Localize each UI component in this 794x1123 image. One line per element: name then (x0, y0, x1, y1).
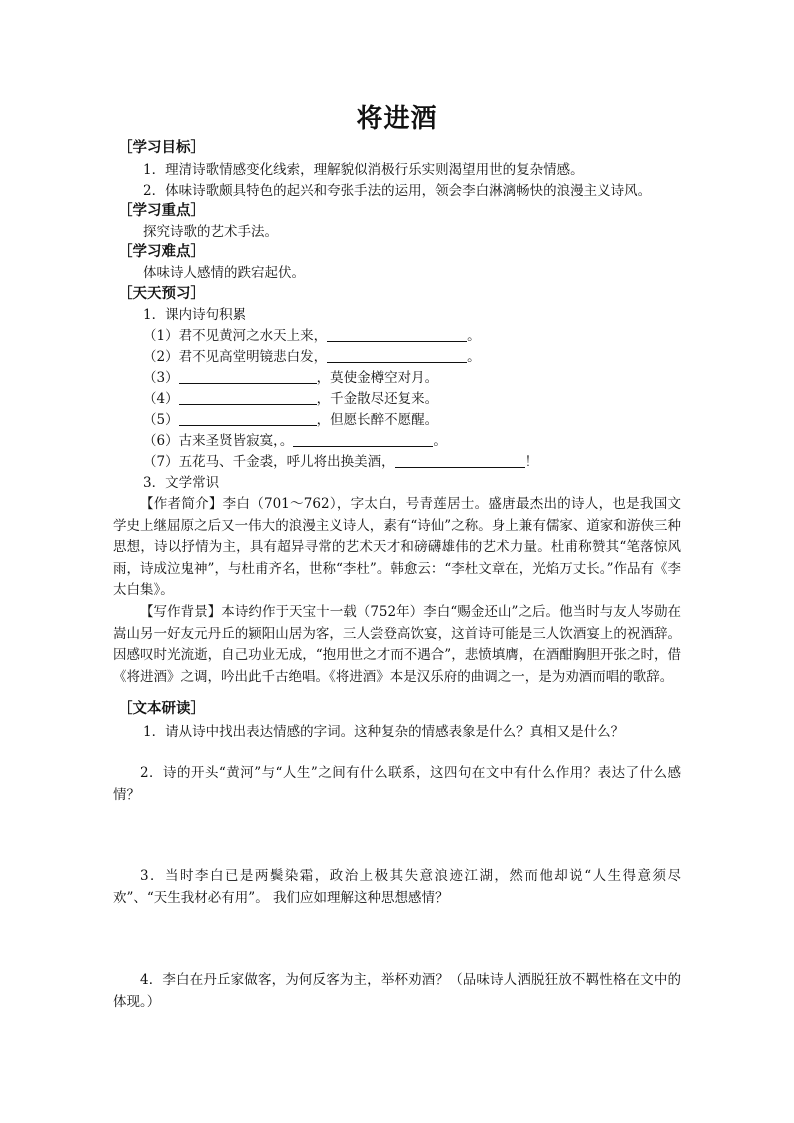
fill-line-6-before: （6）古来圣贤皆寂寞，。 (143, 433, 294, 449)
fill-line-7-before: （7）五花马、千金裘，呼儿将出换美酒， (143, 454, 395, 470)
fill-line-1-after: 。 (467, 328, 481, 344)
fill-line-1 (143, 326, 481, 346)
fill-line-5 (143, 410, 438, 430)
fill-line-4-before: （4） (143, 391, 179, 407)
fill-line-6-after: 。 (433, 433, 447, 449)
goal-item-2: 2．体味诗歌颇具特色的起兴和夸张手法的运用，领会李白淋漓畅快的浪漫主义诗风。 (143, 183, 652, 199)
preview-sub-2: 3．文学常识 (143, 475, 220, 491)
study-heading: ［文本研读］ (118, 700, 205, 717)
fill-blank-6[interactable] (293, 432, 433, 447)
fill-line-6 (143, 431, 447, 451)
preview-sub-1: 1．课内诗句积累 (143, 307, 247, 323)
study-question-4: 4．李白在丹丘家做客，为何反客为主，举杯劝酒？（品味诗人洒脱狂放不羁性格在文中的体现。） (113, 972, 681, 1010)
background-paragraph (113, 602, 681, 688)
fill-line-2-before: （2）君不见高堂明镜悲白发， (143, 349, 328, 365)
fill-blank-4[interactable] (179, 390, 317, 405)
fill-blank-5[interactable] (179, 411, 317, 426)
fill-line-3-after: ，莫使金樽空对月。 (316, 370, 439, 386)
page-title: 将进酒 (356, 104, 438, 134)
author-intro-label: 【作者简介】 (140, 496, 223, 512)
goal-item-1: 1．理清诗歌情感变化线索，理解貌似消极行乐实则渴望用世的复杂情感。 (143, 162, 584, 178)
difficulty-heading: ［学习难点］ (118, 243, 205, 260)
preview-heading: ［天天预习］ (118, 285, 205, 302)
study-question-3: 3．当时李白已是两鬓染霜，政治上极其失意浪迹江湖，然而他却说“人生得意须尽欢”、“天生我材必有用”。 我们应如理解这种思想感情？ (113, 868, 681, 906)
focus-text: 探究诗歌的艺术手法。 (143, 224, 278, 240)
difficulty-text: 体味诗人感情的跌宕起伏。 (143, 265, 305, 281)
author-intro-paragraph (113, 494, 681, 602)
focus-heading: ［学习重点］ (118, 202, 205, 219)
fill-blank-7[interactable] (395, 453, 525, 468)
fill-line-7-after: ！ (524, 454, 539, 470)
fill-line-5-before: （5） (143, 412, 179, 428)
author-intro-text: 李白（701～762），字太白，号青莲居士。盛唐最杰出的诗人，也是我国文学史上继屈原之后又一伟大的浪漫主义诗人，素有“诗仙”之称。身上兼有儒家、道家和游侠三种思想，诗以抒情为主，具有超异寻常的艺术天才和磅礴雄伟的艺术力量。杜甫称赞其“笔落惊风雨，诗成泣鬼神”，与杜甫齐名，世称“李杜”。韩愈云：“李杜文章在，光焰万丈长。”作品有《李太白集》。 (113, 496, 681, 598)
fill-line-4 (143, 389, 438, 409)
fill-line-3-before: （3） (143, 370, 179, 386)
fill-line-2 (143, 347, 481, 367)
fill-line-5-after: ，但愿长醉不愿醒。 (316, 412, 439, 428)
fill-blank-1[interactable] (327, 327, 467, 342)
fill-line-4-after: ，千金散尽还复来。 (316, 391, 439, 407)
fill-line-7 (143, 452, 538, 472)
study-question-2: 2．诗的开头“黄河”与“人生”之间有什么联系，这四句在文中有什么作用？表达了什么感情？ (113, 765, 681, 803)
fill-line-1-before: （1）君不见黄河之水天上来， (143, 328, 328, 344)
fill-blank-3[interactable] (179, 369, 317, 384)
fill-blank-2[interactable] (327, 348, 467, 363)
fill-line-2-after: 。 (467, 349, 481, 365)
background-text: 本诗约作于天宝十一载（752年）李白“赐金还山”之后。他当时与友人岑勋在嵩山另一好友元丹丘的颍阳山居为客，三人尝登高饮宴，这首诗可能是三人饮酒宴上的祝酒辞。因感叹时光流逝，自己功业无成，“抱用世之才而不遇合”，悲愤填膺，在酒酣胸胆开张之时，借《将进酒》之调，吟出此千古绝唱。《将进酒》本是汉乐府的曲调之一，是为劝酒而唱的歌辞。 (113, 604, 681, 685)
study-question-1: 1．请从诗中找出表达情感的字词。这种复杂的情感表象是什么？真相又是什么？ (143, 724, 625, 740)
background-label: 【写作背景】 (140, 604, 222, 620)
fill-line-3 (143, 368, 438, 388)
goals-heading: ［学习目标］ (118, 139, 205, 156)
